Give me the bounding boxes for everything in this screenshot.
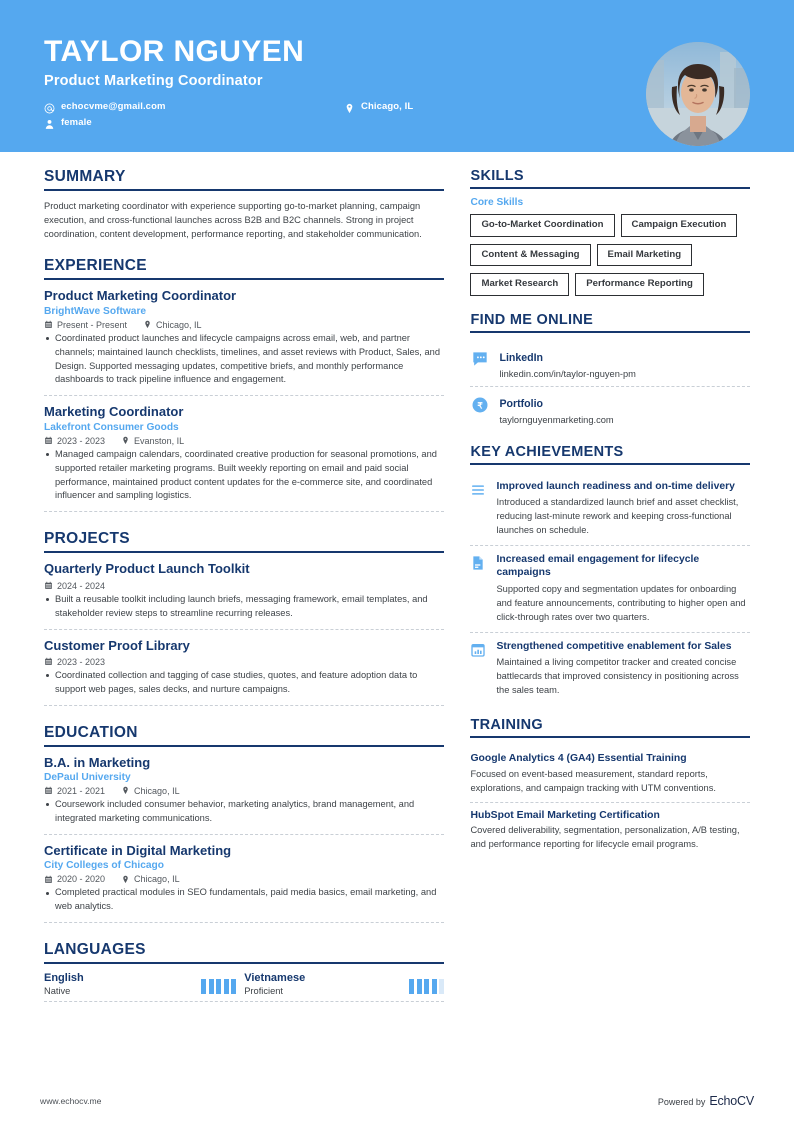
entry-location (143, 320, 202, 330)
section-title-projects: PROJECTS (44, 530, 130, 548)
entry-title: B.A. in Marketing (44, 754, 151, 770)
entry-meta (44, 874, 444, 884)
section-title-languages: LANGUAGES (44, 940, 146, 958)
language-level: Native (44, 986, 71, 997)
entry-location-text: Chicago, IL (156, 319, 202, 330)
online-link-url[interactable]: taylornguyenmarketing.com (499, 414, 614, 425)
section-title-online: FIND ME ONLINE (470, 311, 594, 328)
bullet-item: Coordinated product launches and lifecycle campaigns across email, web, and partner channels; maintained launch checklists, timelines, and asset reviews with Product, Sales, and Design. Supported messaging updates, competitive briefs, and monthly performance dashboards to track pipeline influence and engagement. (44, 332, 444, 388)
education-entry (44, 843, 444, 923)
bullet-item: Completed practical modules in SEO fundamentals, paid media basics, email marketing, and web analytics. (44, 886, 444, 914)
section-rule (44, 189, 444, 191)
avatar (646, 42, 750, 146)
candidate-job-title: Product Marketing Coordinator (44, 72, 263, 89)
entry-dates-text: 2024 - 2024 (57, 580, 106, 591)
skill-tag[interactable]: Market Research (470, 273, 569, 296)
contact-location-text: Chicago, IL (361, 100, 414, 112)
entry-location-text: Chicago, IL (134, 874, 180, 884)
calendar-icon (44, 875, 53, 884)
section-rule (470, 331, 750, 333)
location-pin-icon (121, 436, 130, 445)
achievement-title: Improved launch readiness and on-time delivery (496, 480, 735, 492)
achievement-description: Maintained a living competitor tracker and created concise battlecards that improved consistency in positioning across the sales team. (496, 657, 739, 696)
entry-dates-text: 2023 - 2023 (57, 435, 106, 446)
entry-location (121, 786, 180, 796)
achievement-title: Strengthened competitive enablement for Sales (496, 640, 732, 652)
right-column (470, 168, 750, 860)
entry-dates-text: 2021 - 2021 (57, 785, 106, 796)
location-pin-icon (121, 786, 130, 795)
project-entry (44, 561, 444, 629)
entry-title: Product Marketing Coordinator (44, 288, 237, 304)
calendar-icon (44, 581, 53, 590)
entry-dates (44, 874, 105, 884)
section-education (44, 724, 444, 923)
language-name: English (44, 971, 84, 984)
entry-meta (44, 320, 444, 330)
summary-text: Product marketing coordinator with experience supporting go-to-market planning, campaign execution, and cross-functional launches across B2B and B2C channels. Strong in project coordination, content development, performance reporting, and stakeholder communication. (44, 201, 422, 240)
section-skills (470, 168, 750, 296)
entry-dates-text: 2020 - 2020 (57, 874, 106, 884)
online-link-label: LinkedIn (499, 351, 544, 364)
bullet-item: Coordinated collection and tagging of case studies, quotes, and feature adoption data to support web pages, sales decks, and nurture campaigns. (44, 669, 444, 697)
calendar-chart-icon (470, 642, 486, 658)
achievement-description: Introduced a standardized launch brief and asset checklist, reducing last-minute rework and keeping cross-functional launches on schedule. (496, 497, 739, 536)
entry-location (121, 436, 184, 446)
rating-bar (432, 979, 437, 994)
entry-location-text: Evanston, IL (134, 435, 185, 446)
project-entry (44, 638, 444, 706)
training-title: HubSpot Email Marketing Certification (470, 809, 660, 821)
section-summary (44, 168, 444, 241)
entry-organization: City Colleges of Chicago (44, 860, 165, 871)
entry-organization: Lakefront Consumer Goods (44, 421, 179, 433)
contact-email-text: echocvme@gmail.com (61, 100, 166, 112)
resume-body (0, 152, 794, 1004)
entry-title: Customer Proof Library (44, 637, 190, 653)
list-lines-icon (470, 482, 486, 498)
section-rule (470, 187, 750, 189)
training-title: Google Analytics 4 (GA4) Essential Training (470, 753, 687, 765)
experience-entry (44, 288, 444, 396)
rating-bar (409, 979, 414, 994)
entry-bullets (44, 886, 444, 914)
entry-organization: DePaul University (44, 771, 131, 783)
entry-title: Marketing Coordinator (44, 404, 184, 420)
skill-tag-list (470, 214, 750, 296)
entry-meta (44, 786, 444, 796)
training-description: Covered deliverability, segmentation, personalization, A/B testing, and performance reporting for lifecycle email programs. (470, 825, 740, 849)
bullet-item: Coursework included consumer behavior, marketing analytics, brand management, and integrated marketing communications. (44, 798, 444, 826)
skill-tag[interactable]: Go-to-Market Coordination (470, 214, 614, 237)
achievement-item (470, 546, 750, 633)
online-link-label: Portfolio (499, 397, 544, 410)
entry-dates (44, 436, 105, 446)
entry-dates (44, 320, 127, 330)
language-name: Vietnamese (244, 971, 306, 984)
entry-dates-text: 2023 - 2023 (57, 656, 106, 667)
entry-title: Certificate in Digital Marketing (44, 842, 232, 858)
contact-location (344, 101, 474, 112)
calendar-icon (44, 436, 53, 445)
rating-bar (424, 979, 429, 994)
entry-title: Quarterly Product Launch Toolkit (44, 561, 250, 577)
language-item (244, 972, 444, 996)
candidate-name: TAYLOR NGUYEN (44, 35, 305, 68)
entry-location-text: Chicago, IL (134, 785, 180, 796)
experience-entry (44, 404, 444, 512)
contact-info (44, 101, 474, 128)
section-training (470, 717, 750, 858)
contact-gender (44, 117, 344, 128)
section-rule (44, 745, 444, 747)
location-pin-icon (143, 320, 152, 329)
online-link-linkedin[interactable] (470, 341, 750, 387)
achievement-item (470, 473, 750, 546)
rating-bar (216, 979, 221, 994)
language-rating (201, 979, 236, 996)
section-rule (470, 463, 750, 465)
footer-site-url[interactable]: www.echocv.me (40, 1096, 102, 1106)
rating-bar (231, 979, 236, 994)
skills-subheading: Core Skills (470, 197, 524, 208)
training-item (470, 803, 750, 858)
entry-dates (44, 581, 105, 591)
contact-email (44, 101, 344, 112)
section-title-education: EDUCATION (44, 723, 138, 741)
section-rule (470, 736, 750, 738)
speech-bubble-icon (470, 349, 490, 369)
skill-tag[interactable]: Email Marketing (597, 244, 693, 267)
location-pin-icon (121, 875, 130, 884)
entry-dates (44, 786, 105, 796)
section-projects (44, 530, 444, 705)
left-column (44, 168, 444, 1004)
languages-divider (44, 1001, 444, 1002)
online-link-portfolio[interactable] (470, 387, 750, 432)
entry-dates-text: Present - Present (57, 319, 128, 330)
page-footer (0, 1079, 794, 1123)
achievement-item (470, 633, 750, 705)
section-title-training: TRAINING (470, 717, 543, 734)
entry-dates (44, 657, 105, 667)
rating-bar (224, 979, 229, 994)
email-icon (44, 101, 55, 112)
education-entry (44, 755, 444, 835)
section-experience (44, 257, 444, 512)
calendar-icon (44, 320, 53, 329)
section-rule (44, 551, 444, 553)
footer-branding (658, 1094, 754, 1108)
section-rule (44, 962, 444, 964)
language-item (44, 972, 244, 996)
achievement-description: Supported copy and segmentation updates for onboarding and feature announcements, contributing to higher open and click-through rates over two quarters. (496, 584, 746, 622)
training-description: Focused on event-based measurement, standard reports, explorations, and campaign tracking with UTM conventions. (470, 768, 716, 793)
contact-gender-text: female (61, 116, 92, 128)
language-level: Proficient (244, 986, 283, 997)
section-title-summary: SUMMARY (44, 168, 126, 185)
location-pin-icon (344, 101, 355, 112)
entry-bullets (44, 332, 444, 388)
rating-bar (209, 979, 214, 994)
entry-bullets (44, 669, 444, 697)
entry-bullets (44, 593, 444, 621)
footer-brand-name: EchoCV (709, 1094, 754, 1108)
section-title-experience: EXPERIENCE (44, 257, 147, 275)
entry-meta (44, 436, 444, 446)
rating-bar-empty (439, 979, 444, 994)
section-key-achievements (470, 444, 750, 706)
document-icon (470, 555, 486, 571)
person-icon (44, 117, 55, 128)
entry-meta (44, 581, 444, 591)
training-item (470, 746, 750, 802)
language-rating (409, 979, 444, 996)
section-title-skills: SKILLS (470, 168, 524, 184)
achievement-title: Increased email engagement for lifecycle campaigns (496, 553, 700, 579)
entry-organization: BrightWave Software (44, 305, 147, 317)
skill-tag[interactable]: Content & Messaging (470, 244, 590, 267)
section-find-me-online (470, 312, 750, 432)
section-title-achievements: KEY ACHIEVEMENTS (470, 443, 624, 460)
entry-meta (44, 657, 444, 667)
entry-bullets (44, 798, 444, 826)
footer-powered-label: Powered by (657, 1097, 706, 1107)
calendar-icon (44, 657, 53, 666)
entry-bullets (44, 448, 444, 504)
skill-tag[interactable]: Campaign Execution (621, 214, 738, 237)
svg-text:₹: ₹ (477, 400, 484, 411)
portfolio-badge-icon (470, 395, 490, 415)
section-rule (44, 278, 444, 280)
rating-bar (417, 979, 422, 994)
language-list (44, 972, 444, 996)
entry-location (121, 874, 180, 884)
online-link-url[interactable]: linkedin.com/in/taylor-nguyen-pm (499, 368, 636, 379)
bullet-item: Managed campaign calendars, coordinated creative production for seasonal promotions, and supported retailer marketing programs. Built weekly reporting on email and paid social performance, maintained product content updates for the e-commerce site, and coordinated influencer and sampling logistics. (44, 448, 444, 504)
skill-tag[interactable]: Performance Reporting (575, 273, 704, 296)
section-languages (44, 941, 444, 1002)
calendar-icon (44, 786, 53, 795)
resume-header (0, 0, 794, 152)
rating-bar (201, 979, 206, 994)
bullet-item: Built a reusable toolkit including launch briefs, messaging framework, email templates, and stakeholder review steps to streamline recurring releases. (44, 593, 444, 621)
